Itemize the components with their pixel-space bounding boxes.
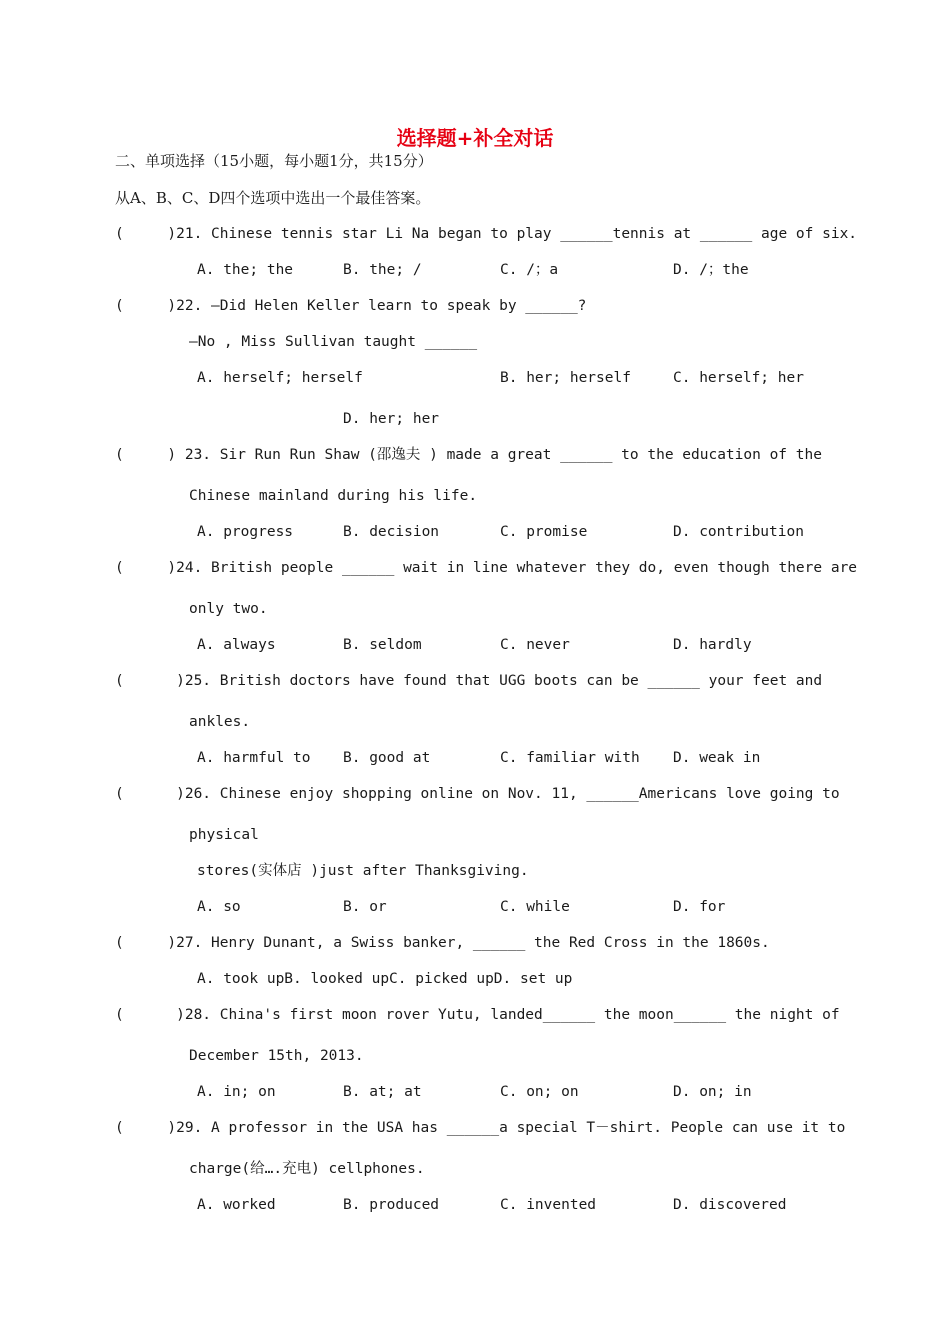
q29-option-b: B. produced (343, 1197, 440, 1213)
q28-option-a: A. in; on (197, 1084, 276, 1100)
question-22-stem-line2: —No , Miss Sullivan taught ______ (189, 334, 478, 350)
section-heading: 二、单项选择（15小题，每小题1分，共15分） (115, 152, 433, 170)
q21-option-a: A. the; the (197, 262, 294, 278)
q21-option-c: C. /；a (500, 262, 559, 278)
q21-option-d: D. /；the (673, 262, 749, 278)
q25-option-c: C. familiar with (500, 750, 640, 766)
question-22-stem: ( )22. —Did Helen Keller learn to speak by ______? (115, 298, 587, 314)
q28-option-b: B. at; at (343, 1084, 422, 1100)
question-25-stem-line2: ankles. (189, 714, 251, 730)
question-28-stem: ( )28. China's first moon rover Yutu, landed______ the moon______ the night of (115, 1007, 840, 1023)
q28-option-d: D. on; in (673, 1084, 752, 1100)
q24-option-a: A. always (197, 637, 276, 653)
q26-option-c: C. while (500, 899, 570, 915)
q24-option-c: C. never (500, 637, 570, 653)
page-title: 选择题+补全对话 (396, 126, 554, 150)
question-25-stem: ( )25. British doctors have found that UGG boots can be ______ your feet and (115, 673, 823, 689)
question-24-stem: ( )24. British people ______ wait in line whatever they do, even though there are (115, 560, 858, 576)
question-23-stem: ( ) 23. Sir Run Run Shaw (邵逸夫 ) made a great ______ to the education of the (115, 447, 822, 463)
q23-option-d: D. contribution (673, 524, 804, 540)
q23-option-a: A. progress (197, 524, 294, 540)
q27-options: A. took upB. looked upC. picked upD. set up (197, 971, 573, 987)
q28-option-c: C. on; on (500, 1084, 579, 1100)
q23-option-c: C. promise (500, 524, 588, 540)
q26-option-a: A. so (197, 899, 241, 915)
question-29-stem-line2: charge(给….充电) cellphones. (189, 1161, 425, 1177)
q22-option-c: C. herself; her (673, 370, 804, 386)
q26-option-d: D. for (673, 899, 726, 915)
q21-option-b: B. the; / (343, 262, 422, 278)
instruction-text: 从A、B、C、D四个选项中选出一个最佳答案。 (115, 189, 431, 207)
question-29-stem: ( )29. A professor in the USA has ______a special T－shirt. People can use it to (115, 1120, 846, 1136)
q24-option-d: D. hardly (673, 637, 752, 653)
q24-option-b: B. seldom (343, 637, 422, 653)
q29-option-c: C. invented (500, 1197, 597, 1213)
q22-option-b: B. her; herself (500, 370, 631, 386)
question-23-stem-line2: Chinese mainland during his life. (189, 488, 478, 504)
question-28-stem-line2: December 15th, 2013. (189, 1048, 364, 1064)
question-27-stem: ( )27. Henry Dunant, a Swiss banker, ______ the Red Cross in the 1860s. (115, 935, 770, 951)
question-26-stem: ( )26. Chinese enjoy shopping online on Nov. 11, ______Americans love going to (115, 786, 840, 802)
q22-option-d: D. her; her (343, 411, 440, 427)
question-26-stem-line3: stores(实体店 )just after Thanksgiving. (197, 863, 529, 879)
q25-option-a: A. harmful to (197, 750, 311, 766)
question-21-stem: ( )21. Chinese tennis star Li Na began to play ______tennis at ______ age of six. (115, 226, 858, 242)
q26-option-b: B. or (343, 899, 387, 915)
q29-option-d: D. discovered (673, 1197, 787, 1213)
q23-option-b: B. decision (343, 524, 440, 540)
q25-option-b: B. good at (343, 750, 431, 766)
q25-option-d: D. weak in (673, 750, 761, 766)
q22-option-a: A. herself; herself (197, 370, 363, 386)
question-24-stem-line2: only two. (189, 601, 268, 617)
q29-option-a: A. worked (197, 1197, 276, 1213)
question-26-stem-line2: physical (189, 827, 259, 843)
